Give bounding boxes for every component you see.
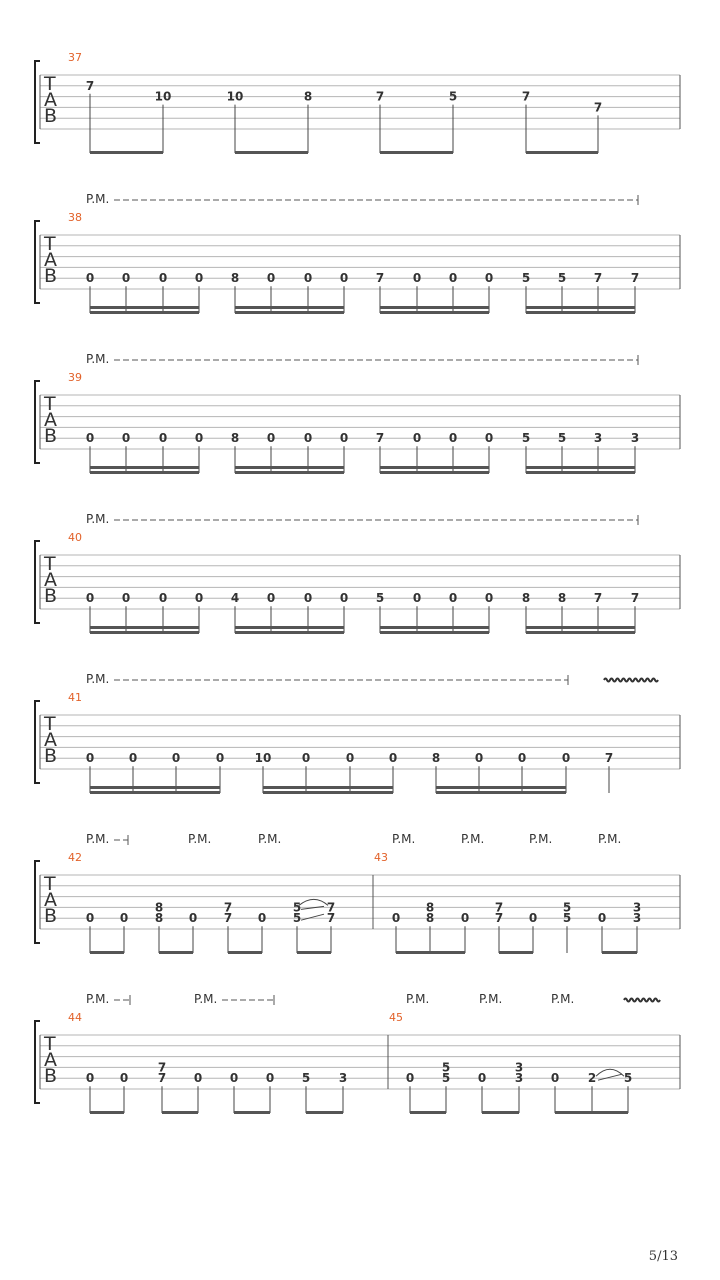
tab-system — [35, 352, 680, 474]
fret-number: 0 — [561, 751, 571, 766]
fret-number: 8 — [557, 591, 567, 606]
tab-system — [35, 192, 680, 314]
fret-number: 0 — [188, 911, 198, 926]
fret-number: 0 — [448, 591, 458, 606]
fret-number: 7 — [223, 911, 233, 926]
palm-mute-label: P.M. — [86, 192, 110, 206]
fret-number: 0 — [477, 1071, 487, 1086]
fret-number: 3 — [514, 1071, 524, 1086]
note-beam — [380, 466, 489, 469]
fret-number: 8 — [154, 911, 164, 926]
measure-number: 44 — [68, 1011, 82, 1024]
system-bracket — [35, 1021, 40, 1103]
palm-mute-label: P.M. — [551, 992, 575, 1006]
fret-number: 0 — [597, 911, 607, 926]
measure-number: 42 — [68, 851, 82, 864]
tab-clef-letter: B — [44, 905, 58, 927]
note-beam — [396, 951, 465, 954]
fret-number: 3 — [593, 431, 603, 446]
fret-number: 7 — [593, 591, 603, 606]
vibrato-mark — [624, 999, 660, 1002]
fret-number: 5 — [375, 591, 385, 606]
note-beam — [235, 631, 344, 634]
tab-clef-letter: A — [44, 569, 57, 591]
fret-number: 8 — [425, 911, 435, 926]
note-beam — [410, 1111, 446, 1114]
tab-clef-letter: T — [44, 393, 56, 415]
page-number: 5/13 — [648, 1249, 678, 1264]
fret-number: 3 — [630, 431, 640, 446]
note-beam — [235, 466, 344, 469]
fret-number: 0 — [448, 271, 458, 286]
tab-clef-letter: T — [44, 233, 56, 255]
fret-number: 7 — [375, 431, 385, 446]
tab-system — [35, 51, 680, 154]
fret-number: 0 — [412, 431, 422, 446]
note-beam — [380, 626, 489, 629]
fret-number: 0 — [128, 751, 138, 766]
fret-number: 3 — [632, 900, 642, 915]
palm-mute-label: P.M. — [86, 512, 110, 526]
system-bracket — [35, 541, 40, 623]
note-beam — [436, 786, 566, 789]
fret-number: 7 — [494, 911, 504, 926]
fret-number: 7 — [326, 900, 336, 915]
fret-number: 0 — [265, 1071, 275, 1086]
note-beam — [526, 311, 635, 314]
fret-number: 0 — [339, 591, 349, 606]
fret-number: 0 — [121, 431, 131, 446]
tab-system — [35, 832, 680, 954]
fret-number: 5 — [562, 900, 572, 915]
fret-number: 0 — [85, 1071, 95, 1086]
fret-number: 7 — [157, 1071, 167, 1086]
fret-number: 5 — [441, 1071, 451, 1086]
note-beam — [162, 1111, 198, 1114]
tab-clef-letter: T — [44, 713, 56, 735]
note-beam — [90, 471, 199, 474]
fret-number: 7 — [593, 271, 603, 286]
fret-number: 7 — [521, 89, 531, 104]
fret-number: 0 — [266, 271, 276, 286]
tab-clef-letter: B — [44, 745, 58, 767]
note-beam — [228, 951, 262, 954]
note-beam — [380, 471, 489, 474]
note-beam — [235, 306, 344, 309]
note-beam — [235, 311, 344, 314]
palm-mute-label: P.M. — [479, 992, 503, 1006]
fret-number: 2 — [587, 1071, 597, 1086]
fret-number: 0 — [119, 911, 129, 926]
note-beam — [526, 306, 635, 309]
measure-number: 39 — [68, 371, 82, 384]
fret-number: 0 — [550, 1071, 560, 1086]
fret-number: 0 — [303, 271, 313, 286]
fret-number: 0 — [266, 591, 276, 606]
note-beam — [526, 631, 635, 634]
note-beam — [602, 951, 637, 954]
fret-number: 8 — [230, 271, 240, 286]
fret-number: 0 — [85, 431, 95, 446]
note-beam — [499, 951, 533, 954]
fret-number: 0 — [229, 1071, 239, 1086]
tab-clef-letter: A — [44, 729, 57, 751]
fret-number: 0 — [121, 271, 131, 286]
tab-clef-letter: B — [44, 585, 58, 607]
fret-number: 0 — [303, 431, 313, 446]
note-beam — [90, 791, 220, 794]
fret-number: 8 — [521, 591, 531, 606]
palm-mute-label: P.M. — [86, 992, 110, 1006]
fret-number: 0 — [257, 911, 267, 926]
tab-clef-letter: B — [44, 265, 58, 287]
fret-number: 0 — [474, 751, 484, 766]
palm-mute-label: P.M. — [194, 992, 218, 1006]
note-beam — [380, 306, 489, 309]
fret-number: 0 — [193, 1071, 203, 1086]
fret-number: 8 — [425, 900, 435, 915]
note-beam — [159, 951, 193, 954]
note-beam — [234, 1111, 270, 1114]
system-bracket — [35, 221, 40, 303]
tab-clef-letter: T — [44, 553, 56, 575]
note-beam — [263, 791, 393, 794]
fret-number: 5 — [292, 911, 302, 926]
palm-mute-label: P.M. — [86, 352, 110, 366]
fret-number: 8 — [431, 751, 441, 766]
palm-mute-label: P.M. — [598, 832, 622, 846]
fret-number: 0 — [85, 591, 95, 606]
measure-number: 38 — [68, 211, 82, 224]
fret-number: 0 — [158, 591, 168, 606]
note-beam — [235, 471, 344, 474]
fret-number: 0 — [517, 751, 527, 766]
note-beam — [380, 311, 489, 314]
tab-system — [35, 672, 680, 794]
fret-number: 3 — [632, 911, 642, 926]
fret-number: 0 — [405, 1071, 415, 1086]
fret-number: 8 — [154, 900, 164, 915]
fret-number: 8 — [230, 431, 240, 446]
note-beam — [436, 791, 566, 794]
note-beam — [90, 466, 199, 469]
note-beam — [90, 1111, 124, 1114]
measure-number: 43 — [374, 851, 388, 864]
fret-number: 0 — [303, 591, 313, 606]
note-beam — [380, 151, 453, 154]
measure-number: 41 — [68, 691, 82, 704]
fret-number: 5 — [557, 431, 567, 446]
fret-number: 0 — [194, 591, 204, 606]
fret-number: 0 — [121, 591, 131, 606]
fret-number: 0 — [85, 271, 95, 286]
palm-mute-label: P.M. — [86, 832, 110, 846]
tab-clef-letter: T — [44, 1033, 56, 1055]
tab-clef-letter: A — [44, 249, 57, 271]
fret-number: 5 — [521, 271, 531, 286]
tab-clef-letter: B — [44, 1065, 58, 1087]
fret-number: 3 — [514, 1060, 524, 1075]
palm-mute-label: P.M. — [188, 832, 212, 846]
tab-clef-letter: A — [44, 89, 57, 111]
palm-mute-label: P.M. — [392, 832, 416, 846]
system-bracket — [35, 381, 40, 463]
fret-number: 0 — [266, 431, 276, 446]
fret-number: 0 — [301, 751, 311, 766]
note-beam — [235, 626, 344, 629]
tab-system — [35, 512, 680, 634]
palm-mute-label: P.M. — [406, 992, 430, 1006]
note-beam — [526, 471, 635, 474]
fret-number: 0 — [158, 431, 168, 446]
system-bracket — [35, 861, 40, 943]
fret-number: 0 — [339, 271, 349, 286]
note-beam — [526, 626, 635, 629]
fret-number: 0 — [412, 271, 422, 286]
tie-arc — [299, 899, 328, 905]
fret-number: 7 — [326, 911, 336, 926]
fret-number: 5 — [301, 1071, 311, 1086]
system-bracket — [35, 701, 40, 783]
palm-mute-label: P.M. — [86, 672, 110, 686]
fret-number: 0 — [215, 751, 225, 766]
fret-number: 10 — [226, 89, 244, 104]
fret-number: 4 — [230, 591, 240, 606]
fret-number: 0 — [484, 591, 494, 606]
fret-number: 5 — [521, 431, 531, 446]
fret-number: 0 — [528, 911, 538, 926]
fret-number: 5 — [562, 911, 572, 926]
system-bracket — [35, 61, 40, 143]
note-beam — [306, 1111, 343, 1114]
fret-number: 7 — [593, 100, 603, 115]
fret-number: 7 — [604, 751, 614, 766]
fret-number: 7 — [630, 591, 640, 606]
tab-clef-letter: T — [44, 73, 56, 95]
fret-number: 10 — [154, 89, 172, 104]
fret-number: 7 — [85, 78, 95, 93]
note-beam — [297, 951, 331, 954]
fret-number: 0 — [448, 431, 458, 446]
fret-number: 7 — [375, 271, 385, 286]
note-beam — [90, 951, 124, 954]
fret-number: 0 — [345, 751, 355, 766]
tab-clef-letter: A — [44, 409, 57, 431]
fret-number: 0 — [85, 911, 95, 926]
palm-mute-label: P.M. — [529, 832, 553, 846]
fret-number: 0 — [158, 271, 168, 286]
tab-system — [35, 992, 680, 1114]
fret-number: 0 — [194, 431, 204, 446]
note-beam — [90, 311, 199, 314]
fret-number: 0 — [412, 591, 422, 606]
fret-number: 0 — [85, 751, 95, 766]
note-beam — [90, 786, 220, 789]
note-beam — [90, 306, 199, 309]
slide-line — [301, 914, 324, 920]
note-beam — [235, 151, 308, 154]
measure-number: 37 — [68, 51, 82, 64]
fret-number: 7 — [494, 900, 504, 915]
fret-number: 7 — [157, 1060, 167, 1075]
fret-number: 0 — [119, 1071, 129, 1086]
note-beam — [482, 1111, 519, 1114]
fret-number: 7 — [375, 89, 385, 104]
fret-number: 0 — [339, 431, 349, 446]
fret-number: 7 — [630, 271, 640, 286]
fret-number: 0 — [388, 751, 398, 766]
fret-number: 8 — [303, 89, 313, 104]
fret-number: 7 — [223, 900, 233, 915]
tab-clef-letter: B — [44, 425, 58, 447]
fret-number: 5 — [448, 89, 458, 104]
measure-number: 45 — [389, 1011, 403, 1024]
tab-clef-letter: A — [44, 889, 57, 911]
note-beam — [380, 631, 489, 634]
fret-number: 5 — [441, 1060, 451, 1075]
note-beam — [90, 151, 163, 154]
tab-clef-letter: T — [44, 873, 56, 895]
fret-number: 0 — [484, 271, 494, 286]
vibrato-mark — [604, 679, 658, 682]
slide-line — [598, 1074, 622, 1080]
fret-number: 0 — [460, 911, 470, 926]
note-beam — [526, 151, 598, 154]
fret-number: 5 — [557, 271, 567, 286]
note-beam — [526, 466, 635, 469]
note-beam — [555, 1111, 628, 1114]
measure-number: 40 — [68, 531, 82, 544]
tab-clef-letter: B — [44, 105, 58, 127]
fret-number: 0 — [391, 911, 401, 926]
tab-clef-letter: A — [44, 1049, 57, 1071]
note-beam — [90, 631, 199, 634]
palm-mute-label: P.M. — [461, 832, 485, 846]
note-beam — [90, 626, 199, 629]
fret-number: 0 — [171, 751, 181, 766]
note-beam — [263, 786, 393, 789]
fret-number: 3 — [338, 1071, 348, 1086]
fret-number: 5 — [292, 900, 302, 915]
palm-mute-label: P.M. — [258, 832, 282, 846]
fret-number: 10 — [254, 751, 272, 766]
fret-number: 0 — [194, 271, 204, 286]
fret-number: 0 — [484, 431, 494, 446]
fret-number: 5 — [623, 1071, 633, 1086]
